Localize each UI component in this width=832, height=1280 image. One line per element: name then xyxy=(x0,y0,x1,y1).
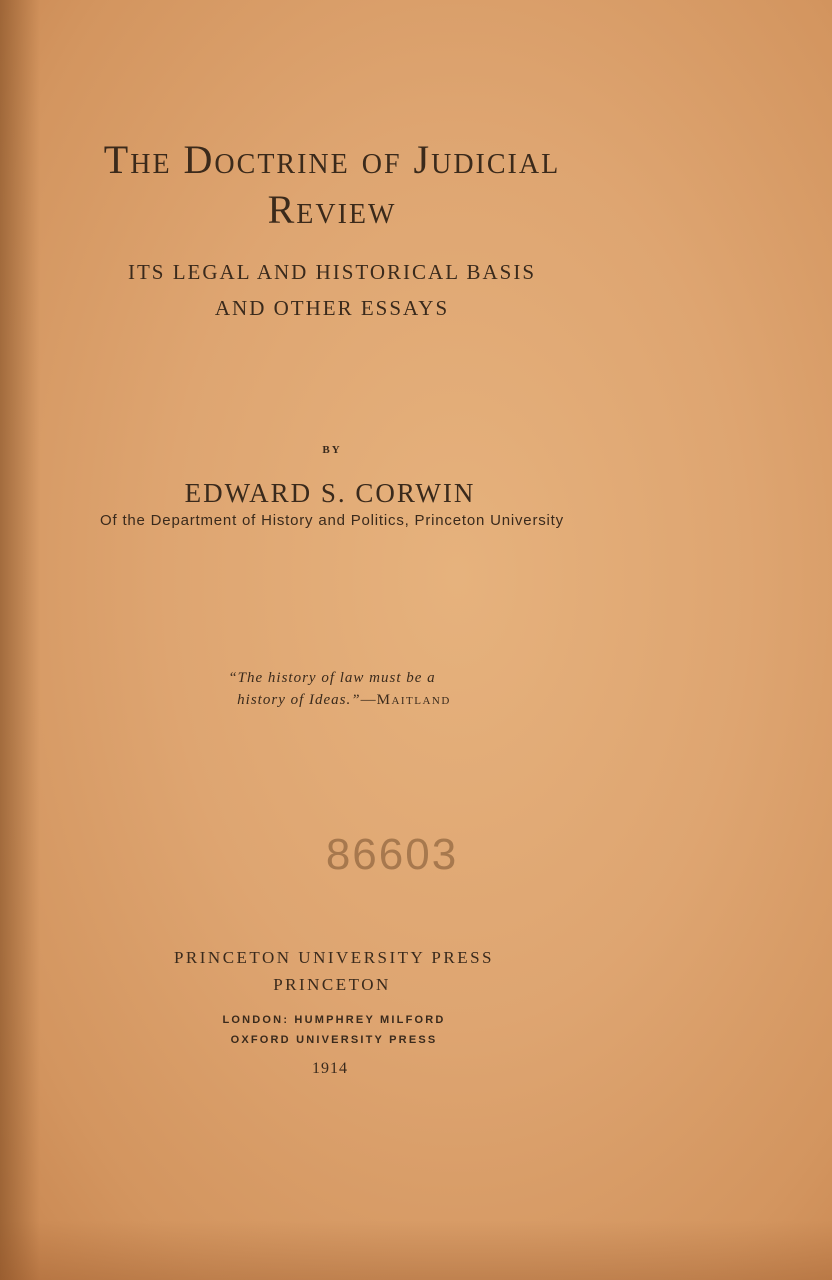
epigraph-line-2 xyxy=(237,692,451,709)
author-name: EDWARD S. CORWIN xyxy=(184,478,476,508)
publisher-london: LONDON: HUMPHREY MILFORD xyxy=(222,1014,446,1026)
publication-year: 1914 xyxy=(312,1060,348,1077)
publisher-name: PRINCETON UNIVERSITY PRESS xyxy=(173,948,495,967)
author-affiliation: Of the Department of History and Politics, Princeton University xyxy=(100,512,564,529)
epigraph-line-2-text: history of Ideas.” xyxy=(237,692,361,708)
by-label: BY xyxy=(322,444,342,456)
subtitle-line-2: AND OTHER ESSAYS xyxy=(214,296,450,320)
publisher-oxford: OXFORD UNIVERSITY PRESS xyxy=(230,1034,438,1046)
epigraph-line-1: “The history of law must be a xyxy=(228,670,436,686)
title-line-2: Review xyxy=(267,187,397,232)
accession-stamp: 86603 xyxy=(325,830,459,879)
epigraph-attribution: Maitland xyxy=(376,692,451,708)
epigraph-dash: — xyxy=(360,692,377,708)
page-edge-shadow xyxy=(0,0,40,1280)
subtitle-line-1: ITS LEGAL AND HISTORICAL BASIS xyxy=(127,260,537,284)
publisher-city: PRINCETON xyxy=(273,975,391,994)
title-line-1: The Doctrine of Judicial xyxy=(103,137,561,182)
page-bottom-shadow xyxy=(0,1220,832,1280)
